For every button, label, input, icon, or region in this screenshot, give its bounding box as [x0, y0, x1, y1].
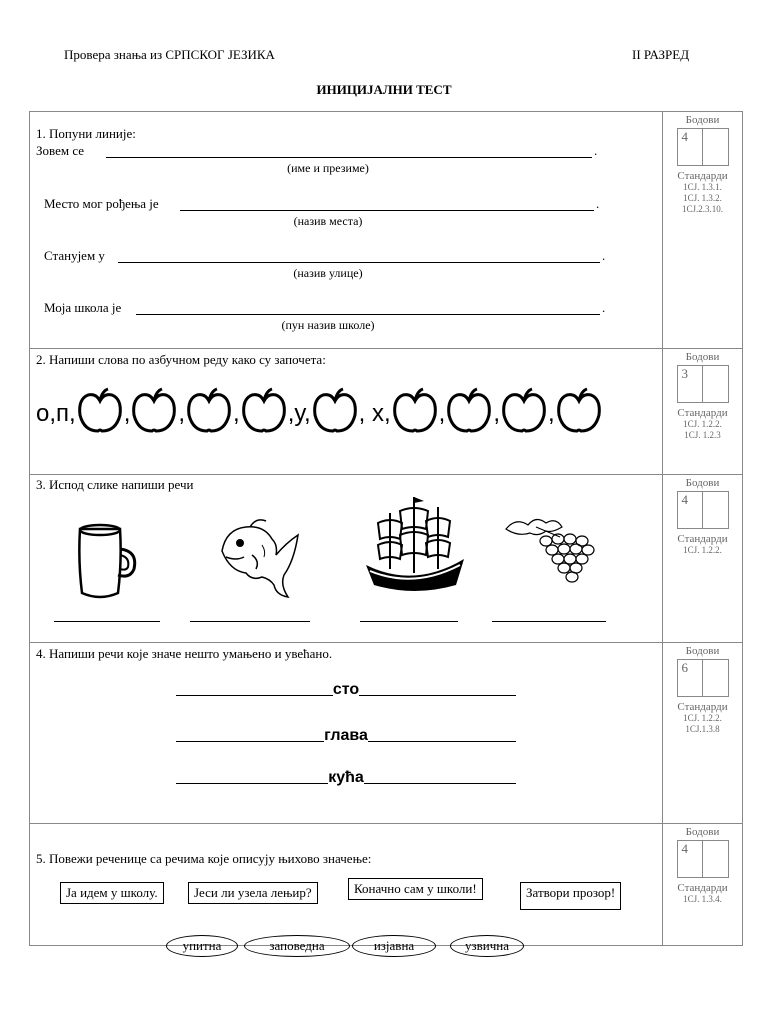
earned-points-cell[interactable] — [703, 366, 728, 402]
sequence-letter: , — [438, 400, 446, 427]
q1-field-label-street: Станујем у — [44, 248, 105, 263]
alphabet-sequence — [36, 387, 603, 435]
apple-icon[interactable] — [500, 387, 548, 435]
question-3 — [30, 475, 742, 643]
test-sheet — [29, 111, 743, 953]
q1-field-label-school: Моја школа је — [44, 300, 122, 315]
points-label: Бодови — [685, 826, 720, 838]
sequence-letter: п, — [56, 400, 76, 427]
type-oval-imperative[interactable]: заповедна — [244, 935, 350, 957]
standards-label: Стандарди — [677, 701, 728, 713]
name-answer-line[interactable] — [106, 157, 592, 158]
grapes-icon — [502, 515, 606, 589]
sequence-letter: о, — [36, 400, 57, 427]
standards-label: Стандарди — [677, 170, 728, 182]
q1-hint-street: (назив улице) — [293, 266, 363, 280]
apple-icon[interactable] — [185, 387, 233, 435]
standards-label: Стандарди — [677, 882, 728, 894]
q3-instruction: 3. Испод слике напиши речи — [36, 477, 194, 492]
type-oval-exclamatory[interactable]: узвична — [450, 935, 524, 957]
standard-code: 1СЈ. 1.2.2. — [683, 545, 722, 555]
sequence-letter: , — [233, 400, 240, 427]
q1-field-label-birthplace: Место мог рођења је — [44, 196, 159, 211]
apple-icon[interactable] — [240, 387, 288, 435]
points-label: Бодови — [685, 114, 720, 126]
test-title: ИНИЦИЈАЛНИ ТЕСТ — [316, 82, 452, 97]
question-2 — [30, 349, 742, 475]
q1-hint-school: (пун назив школе) — [281, 318, 375, 332]
base-word: глава — [324, 727, 368, 744]
standard-code: 1СЈ. 1.3.1. — [683, 182, 722, 192]
standard-code: 1СЈ. 1.2.2. — [683, 713, 722, 723]
ship-icon — [360, 493, 468, 597]
q5-instruction: 5. Повежи реченице са речима које описују њихово значење: — [36, 851, 372, 866]
sentence-box-3[interactable]: Коначно сам у школи! — [348, 878, 483, 900]
word-row-sto[interactable] — [176, 681, 516, 699]
standards-label: Стандарди — [677, 407, 728, 419]
word-row-glava[interactable] — [176, 727, 516, 745]
grade-header: II РАЗРЕД — [632, 47, 690, 62]
base-word: сто — [332, 681, 360, 698]
max-points: 4 — [678, 129, 704, 165]
mug-answer-line[interactable] — [54, 621, 160, 622]
standard-code: 1СЈ. 1.2.2. — [683, 419, 722, 429]
apple-icon[interactable] — [130, 387, 178, 435]
q4-scoring — [663, 643, 742, 823]
points-label: Бодови — [685, 477, 720, 489]
street-answer-line[interactable] — [118, 262, 600, 263]
sequence-letter: , — [493, 400, 500, 427]
sequence-letter: , — [123, 400, 131, 427]
earned-points-cell[interactable] — [703, 841, 728, 877]
sentence-box-4[interactable]: Затвори прозор! — [520, 882, 621, 910]
question-4 — [30, 643, 742, 824]
q5-scoring — [663, 824, 742, 945]
points-box — [677, 365, 729, 403]
standards-label: Стандарди — [677, 533, 728, 545]
question-1 — [30, 112, 742, 349]
max-points: 4 — [678, 492, 704, 528]
earned-points-cell[interactable] — [703, 660, 728, 696]
apple-icon[interactable] — [391, 387, 439, 435]
sentence-box-1[interactable]: Ја идем у школу. — [60, 882, 164, 904]
q1-field-end: . — [594, 143, 598, 158]
fish-answer-line[interactable] — [190, 621, 310, 622]
standard-code: 1СЈ. 1.3.2. — [683, 193, 722, 203]
grapes-answer-line[interactable] — [492, 621, 606, 622]
type-oval-declarative[interactable]: изјавна — [352, 935, 436, 957]
points-box — [677, 491, 729, 529]
sequence-letter: ,у, — [287, 400, 311, 427]
standard-code: 1СЈ. 1.2.3 — [684, 430, 721, 440]
type-oval-question[interactable]: упитна — [166, 935, 238, 957]
sequence-letter: , — [178, 400, 186, 427]
apple-icon[interactable] — [445, 387, 493, 435]
earned-points-cell[interactable] — [703, 129, 728, 165]
base-word: кућа — [328, 769, 364, 786]
points-box — [677, 659, 729, 697]
points-label: Бодови — [685, 351, 720, 363]
mug-icon — [74, 521, 140, 601]
earned-points-cell[interactable] — [703, 492, 728, 528]
q2-instruction: 2. Напиши слова по азбучном реду како су започета: — [36, 352, 326, 367]
max-points: 3 — [678, 366, 704, 402]
q1-hint-birthplace: (назив места) — [293, 214, 363, 228]
sentence-box-2[interactable]: Јеси ли узела лењир? — [188, 882, 318, 904]
standard-code: 1СЈ.1.3.8 — [685, 724, 720, 734]
q1-field-label-name: Зовем се — [36, 143, 85, 158]
q1-field-end: . — [602, 248, 606, 263]
apple-icon[interactable] — [76, 387, 124, 435]
points-box — [677, 128, 729, 166]
points-label: Бодови — [685, 645, 720, 657]
word-row-kuca[interactable] — [176, 769, 516, 787]
q1-scoring — [663, 112, 742, 348]
q2-scoring — [663, 349, 742, 474]
apple-icon[interactable] — [311, 387, 359, 435]
standard-code: 1СЈ.2.3.10. — [681, 204, 723, 214]
q1-instruction: 1. Попуни линије: — [36, 126, 136, 141]
q4-instruction: 4. Напиши речи које значе нешто умањено и увећано. — [36, 646, 333, 661]
sequence-letter: , х, — [358, 400, 391, 427]
sequence-letter: , — [548, 400, 555, 427]
q3-scoring — [663, 475, 742, 642]
school-answer-line[interactable] — [136, 314, 600, 315]
standard-code: 1СЈ. 1.3.4. — [683, 894, 722, 904]
question-5 — [30, 824, 742, 953]
birthplace-answer-line[interactable] — [180, 210, 594, 211]
max-points: 4 — [678, 841, 704, 877]
q1-field-end: . — [596, 196, 600, 211]
fish-icon — [216, 515, 300, 605]
points-box — [677, 840, 729, 878]
q1-hint-name: (име и презиме) — [287, 161, 369, 175]
apple-icon[interactable] — [555, 387, 603, 435]
subject-header: Провера знања из СРПСКОГ ЈЕЗИКА — [64, 47, 275, 62]
max-points: 6 — [678, 660, 704, 696]
q1-field-end: . — [602, 300, 606, 315]
ship-answer-line[interactable] — [360, 621, 458, 622]
